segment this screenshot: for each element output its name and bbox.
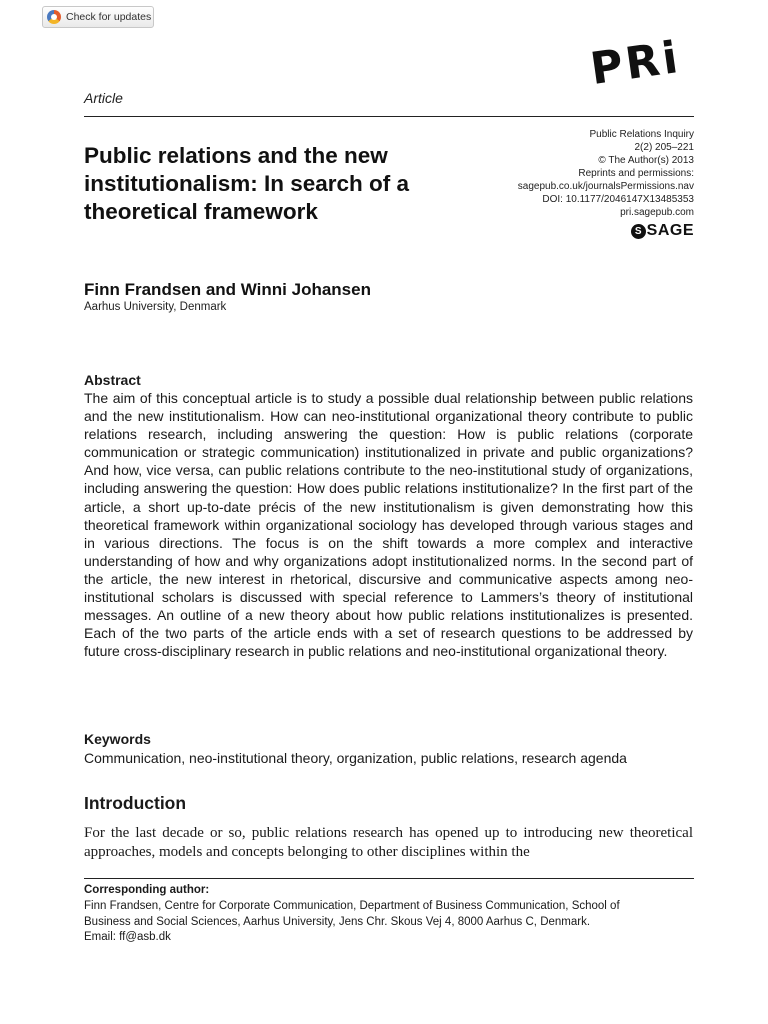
volume-pages: 2(2) 205–221 [634, 142, 694, 153]
publisher-logo [631, 222, 694, 240]
journal-name: Public Relations Inquiry [589, 129, 694, 140]
permissions-link[interactable]: sagepub.co.uk/journalsPermissions.nav [517, 181, 694, 192]
corresponding-author-heading: Corresponding author: [84, 884, 210, 896]
footnote-divider [84, 878, 694, 879]
reprints-label: Reprints and permissions: [578, 168, 694, 179]
corresponding-author-details [84, 899, 696, 946]
abstract-heading: Abstract [84, 372, 141, 388]
header-divider [84, 116, 694, 117]
abstract-text: The aim of this conceptual article is to study a possible dual relationship between public relations and the new institutionalism. How can neo-institutional organizational theory contribute to public relations research, including answering the question: How is public relations (corporate communication or strategic communication) institutionalized in private and public organizations? And how, vice versa, can public relations contribute to the neo-institutional study of organizations, including answering the question: How does public relations institutionalize? In the first part of the article, a short up-to-date précis of the new institutionalism is given demonstrating how this theoretical framework within organizational sociology has developed through various stages and in various directions. The focus is on the shift towards a more complex and interactive understanding of how and why organizations adopt institutionalized norms. In the second part of the article, the new interest in rhetorical, discursive and communicative aspects among neo-institutional scholars is discussed with special reference to Lammers’s theory of institutional messages. An outline of a new theory about how public relations institutionalizes is presented. Each of the two parts of the article ends with a set of research questions to be addressed by future cross-disciplinary research in public relations and neo-institutional organizational theory. [84, 390, 693, 660]
sage-icon: S [631, 224, 646, 239]
keywords-heading: Keywords [84, 731, 151, 747]
journal-metadata [518, 128, 694, 219]
affiliation: Aarhus University, Denmark [84, 301, 227, 313]
paper-title: Public relations and the new institutionalism: In search of a theoretical framework [84, 143, 410, 224]
corresponding-email[interactable]: Email: ff@asb.dk [84, 931, 171, 943]
crossmark-icon [47, 10, 61, 24]
copyright: © The Author(s) 2013 [598, 155, 694, 166]
publisher-name: SAGE [646, 222, 694, 239]
authors: Finn Frandsen and Winni Johansen [84, 280, 371, 299]
introduction-text: For the last decade or so, public relations research has opened up to introducing new theoretical approaches, models and concepts belonging to other disciplines within the [84, 825, 693, 860]
article-type: Article [84, 90, 123, 106]
introduction-heading: Introduction [84, 793, 187, 813]
check-for-updates-label: Check for updates [66, 11, 152, 23]
check-for-updates-button[interactable] [42, 6, 154, 28]
corresponding-address-line-1: Finn Frandsen, Centre for Corporate Communication, Department of Business Communication, School of [84, 900, 620, 912]
doi[interactable]: DOI: 10.1177/2046147X13485353 [542, 194, 694, 205]
journal-logo: PRi [587, 31, 684, 95]
journal-website-link[interactable]: pri.sagepub.com [620, 207, 694, 218]
corresponding-address-line-2: Business and Social Sciences, Aarhus University, Jens Chr. Skous Vej 4, 8000 Aarhus C, Denmark. [84, 915, 591, 928]
keywords-text: Communication, neo-institutional theory, organization, public relations, research agenda [84, 750, 627, 766]
